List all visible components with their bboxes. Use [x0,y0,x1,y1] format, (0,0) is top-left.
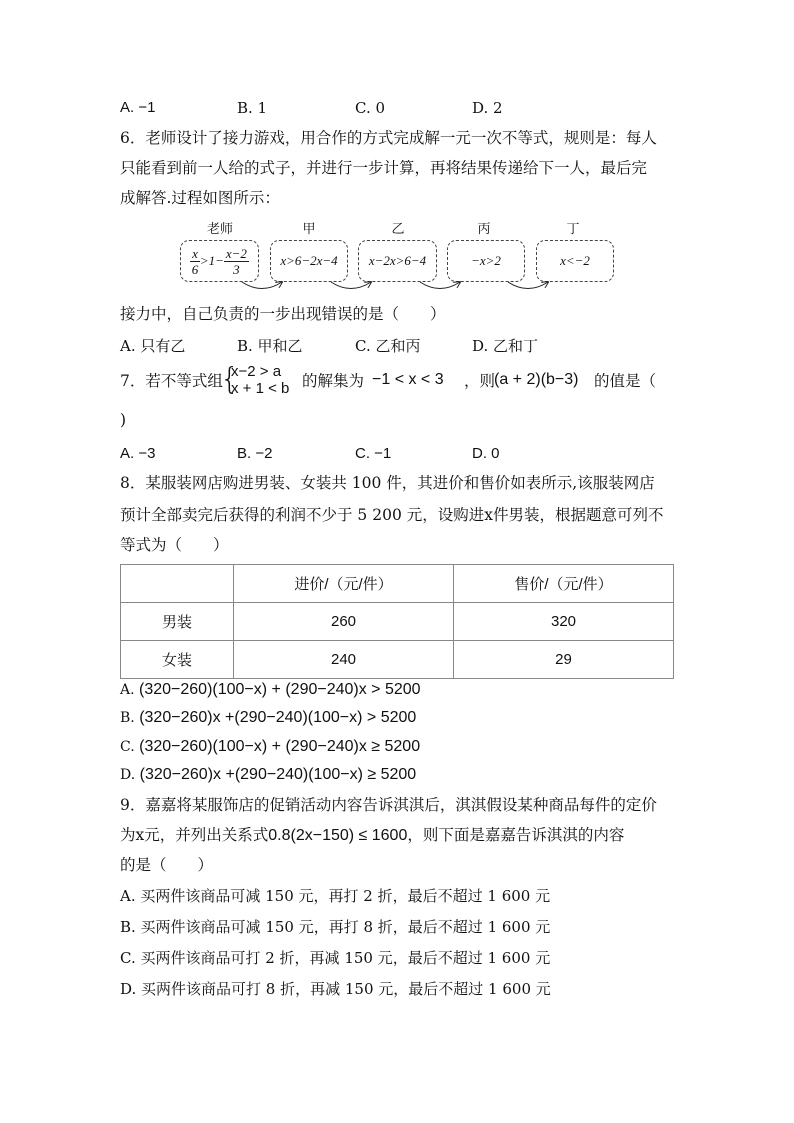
q9-line-3: 的是（ ） [120,856,214,874]
frac2-numerator: x−2 [225,245,247,261]
q8-option-c [120,737,420,757]
q5-option-b: B. 1 [237,99,268,117]
yi-expression: x−2x>6−4 [368,253,427,268]
q6-option-c: C. 乙和丙 [355,337,421,355]
arrow-teacher-to-jia [242,282,282,289]
q8-option-a-label: A. [120,682,135,698]
q6-option-d: D. 乙和丁 [472,337,539,355]
q8-option-d-label: D. [120,767,136,783]
q8-option-a-text: (320−260)(100−x) + (290−240)x > 5200 [139,681,421,698]
table-cell: 240 [234,641,454,679]
q7-line-2: ) [120,411,127,429]
q8-line-3: 等式为（ ） [120,536,229,554]
q9-line-1: 9．嘉嘉将某服饰店的促销活动内容告诉淇淇后，淇淇假设某种商品每件的定价 [120,796,657,814]
q7-inequality-2: x + 1 < b [231,380,290,397]
q9-option-b: B. 买两件该商品可减 150 元，再打 8 折，最后不超过 1 600 元 [120,918,551,936]
q8-option-c-label: C. [120,739,135,755]
frac1-denominator: 6 [191,261,199,277]
table-header-row [121,565,674,603]
q9-line-2 [120,825,624,846]
table-cell: 260 [234,603,454,641]
table-cell: 女装 [121,641,234,679]
q8-line-1: 8．某服装网店购进男装、女装共 100 件，其进价和售价如表所示,该服装网店 [120,474,655,492]
frac2-denominator: 3 [233,261,240,277]
q6-option-a: A. 只有乙 [120,337,186,355]
q6-line-3: 成解答.过程如图所示： [120,189,280,207]
q5-option-d: D. 2 [472,99,503,117]
q7-prefix: 7．若不等式组 [120,372,223,390]
table-row [121,641,674,679]
q9-option-a: A. 买两件该商品可减 150 元，再打 2 折，最后不超过 1 600 元 [120,887,551,905]
q7-option-c: C. −1 [355,445,392,462]
q8-option-b-text: (320−260)x +(290−240)(100−x) > 5200 [139,709,417,726]
table-header-cell: 售价/（元/件） [454,565,674,603]
q8-option-c-text: (320−260)(100−x) + (290−240)x ≥ 5200 [139,738,421,755]
q9-option-d: D. 买两件该商品可打 8 折，再减 150 元，最后不超过 1 600 元 [120,980,551,998]
q9-line-2-start: 为x元，并列出关系式 [120,826,269,844]
q5-option-c: C. 0 [355,99,386,117]
q8-option-a [120,680,421,700]
q8-option-d-text: (320−260)x +(290−240)(100−x) ≥ 5200 [139,766,417,783]
q7-suffix: 的值是（ [594,372,657,390]
q7-option-b: B. −2 [237,445,273,462]
arrow-yi-to-bing [420,282,460,289]
q9-line-2-end: ，则下面是嘉嘉告诉淇淇的内容 [407,826,625,844]
q7-solution: −1 < x < 3 [372,371,444,388]
jia-expression: x>6−2x−4 [280,253,338,268]
table-cell: 320 [454,603,674,641]
arrow-bing-to-ding [508,282,548,289]
arrow-jia-to-yi [331,282,371,289]
table-row [121,603,674,641]
q6-line-2: 只能看到前一人给的式子，并进行一步计算，再将结果传递给下一人，最后完 [120,159,648,177]
table-header-cell: 进价/（元/件） [234,565,454,603]
q7-option-a: A. −3 [120,445,156,462]
ding-expression: x<−2 [560,253,590,268]
role-teacher: 老师 [206,222,233,237]
q6-option-b: B. 甲和乙 [237,337,303,355]
role-bing: 丙 [477,222,491,237]
table-cell: 男装 [121,603,234,641]
frac1-numerator: x [192,245,198,261]
role-jia: 甲 [302,222,316,237]
system-brace: { [220,362,240,397]
table-header-cell [121,565,234,603]
teacher-expr-middle: >1− [199,253,224,268]
q8-option-b-label: B. [120,710,135,726]
q7-expression: (a + 2)(b−3) [494,371,579,388]
q7-inequality-1: x−2 > a [231,363,282,380]
price-table [120,564,674,679]
relay-arrows [0,0,794,320]
q9-option-c: C. 买两件该商品可打 2 折，再减 150 元，最后不超过 1 600 元 [120,949,551,967]
q7-then: ，则 [464,372,496,390]
q8-option-b [120,708,416,728]
q6-question: 接力中，自己负责的一步出现错误的是（ ） [120,305,446,323]
q5-option-a: A. −1 [120,99,156,116]
role-yi: 乙 [391,222,405,237]
q8-line-2: 预计全部卖完后获得的利润不少于 5 200 元，设购进x件男装，根据题意可列不 [120,506,664,524]
q8-option-d [120,765,416,785]
q9-relation-expression: 0.8(2x−150) ≤ 1600 [268,827,408,844]
bing-expression: −x>2 [471,253,501,268]
table-cell: 29 [454,641,674,679]
q7-option-d: D. 0 [472,445,500,462]
role-ding: 丁 [566,222,580,237]
q7-middle: 的解集为 [302,372,365,390]
q6-line-1: 6．老师设计了接力游戏，用合作的方式完成解一元一次不等式，规则是：每人 [120,129,657,147]
